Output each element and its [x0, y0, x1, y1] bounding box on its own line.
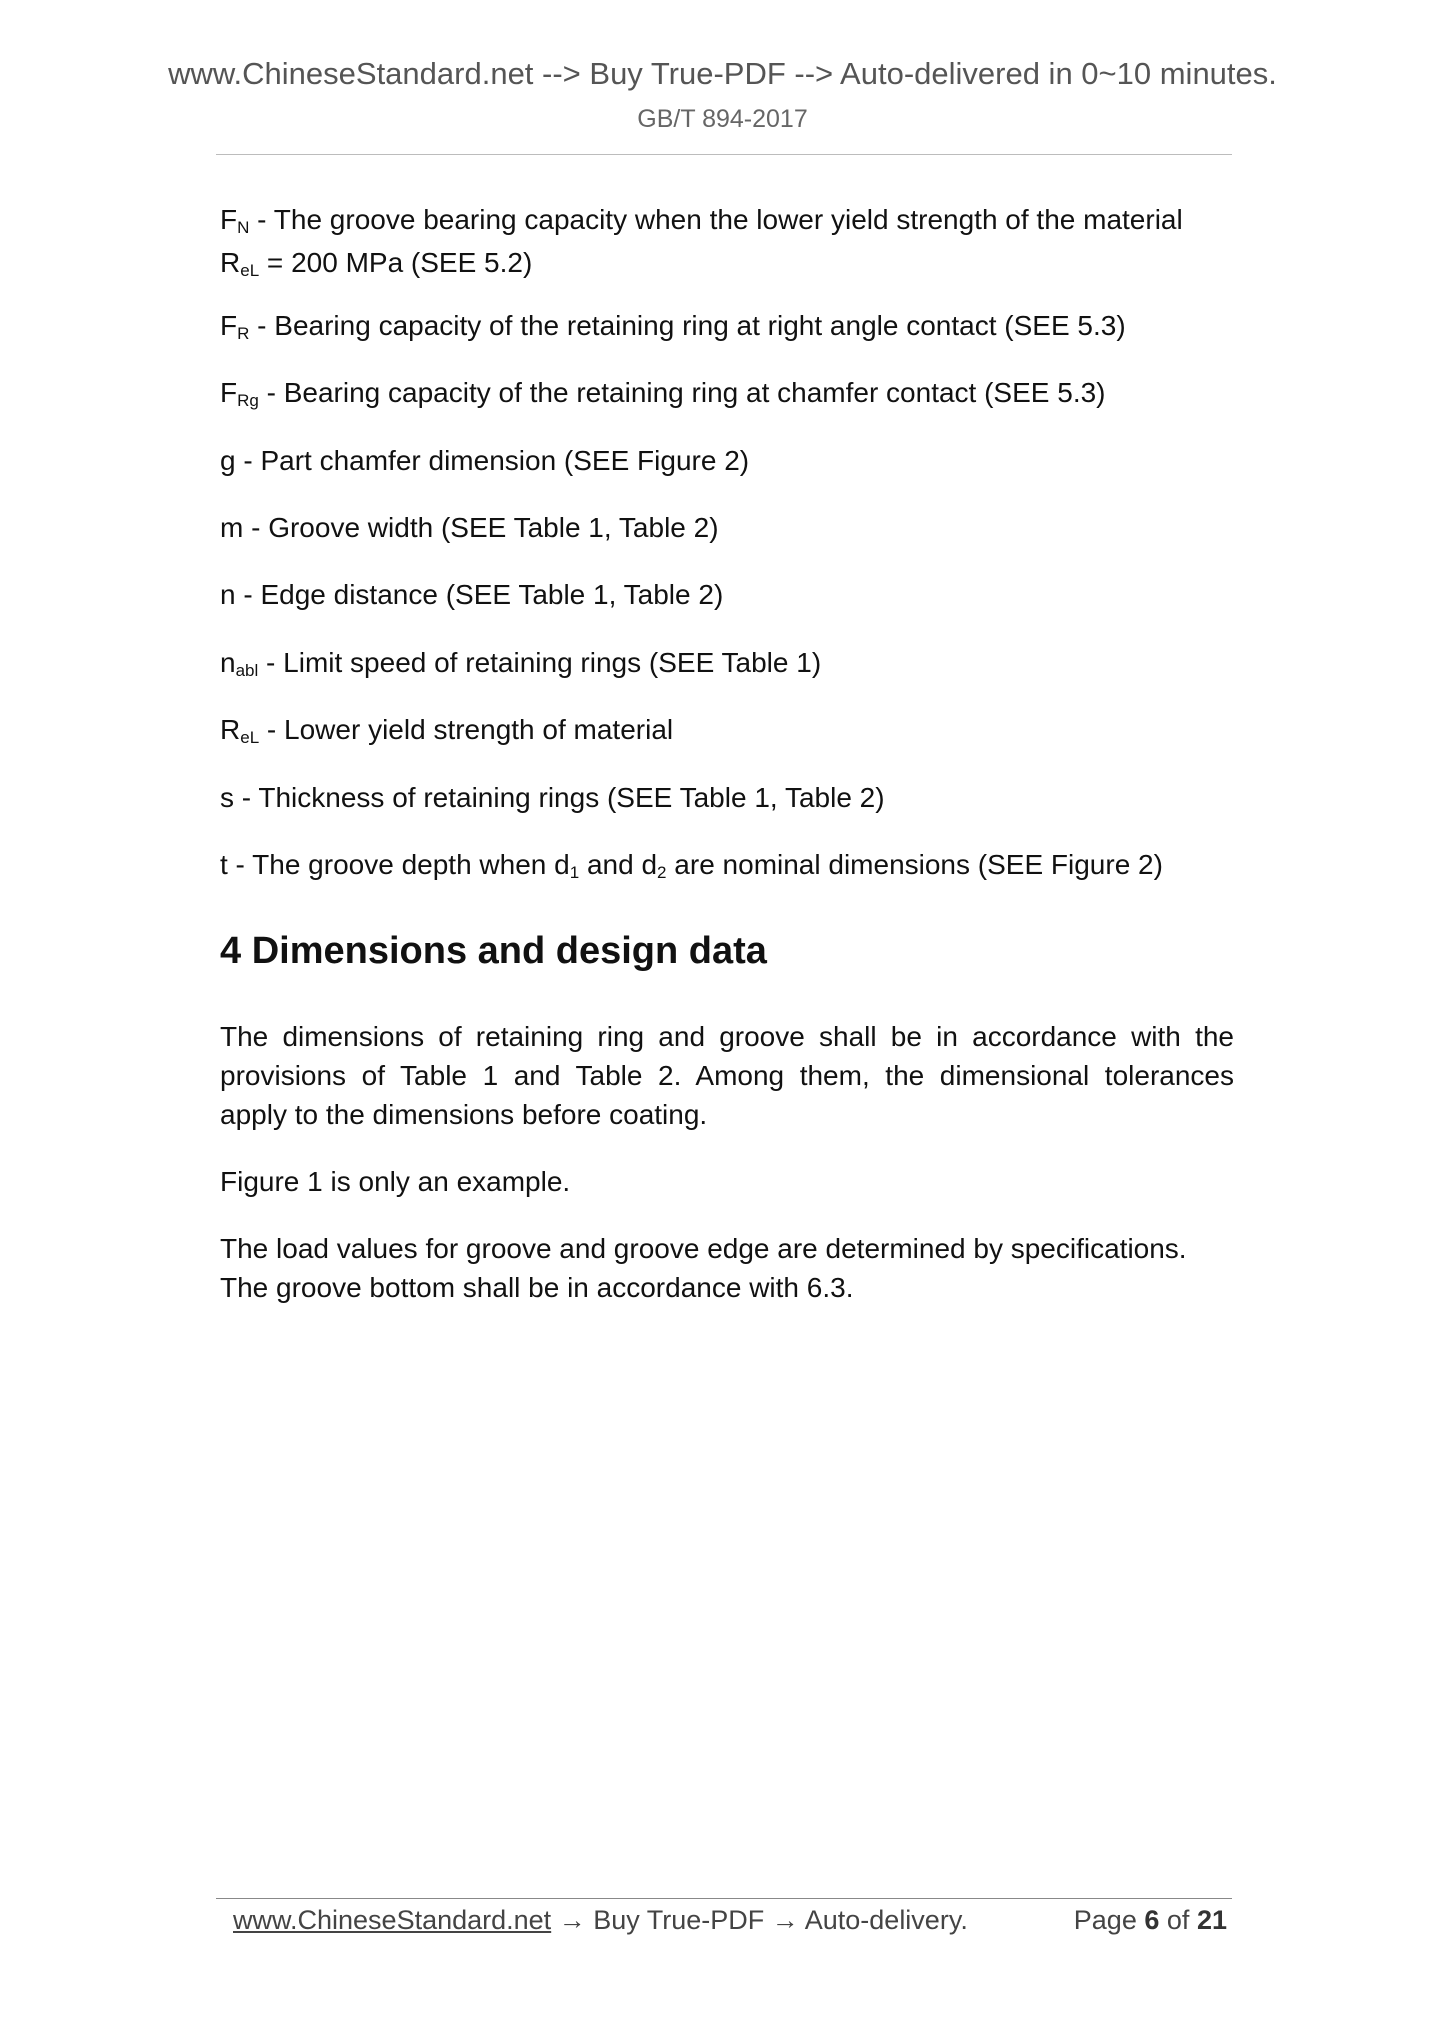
footer-divider	[216, 1898, 1232, 1899]
symbol-definition-s: s - Thickness of retaining rings (SEE Table 1, Table 2)	[220, 782, 885, 813]
symbol-definition-fn: $F_N$ - The groove bearing capacity when the lower yield strength of the material $R_{eL} = 200$ MPa (SEE 5.2)	[220, 204, 1183, 280]
symbol-definition-fr: $F_R$ - Bearing capacity of the retaining ring at right angle contact (SEE 5.3)	[220, 310, 1126, 343]
symbol-definition-rel: $R_{eL}$ - Lower yield strength of material	[220, 714, 674, 747]
symbol-definition-g: g - Part chamfer dimension (SEE Figure 2)	[220, 445, 750, 476]
footer-site-link[interactable]: www.ChineseStandard.net	[233, 1905, 552, 1935]
symbol-definition-m: m - Groove width (SEE Table 1, Table 2)	[220, 512, 719, 543]
symbol-definition-nabl: $n_{abl}$ - Limit speed of retaining rings (SEE Table 1)	[220, 647, 822, 680]
footer-tagline: → Buy True-PDF → Auto-delivery.	[551, 1905, 968, 1935]
header-banner: www.ChineseStandard.net --> Buy True-PDF --> Auto-delivered in 0~10 minutes.	[168, 56, 1277, 91]
symbol-definition-t: t - The groove depth when $d_1$ and $d_2$ are nominal dimensions (SEE Figure 2)	[220, 849, 1163, 882]
section-heading: 4 Dimensions and design data	[220, 930, 767, 972]
page-footer	[233, 1900, 1227, 1940]
symbol-definition-frg: $F_{Rg}$ - Bearing capacity of the retaining ring at chamfer contact (SEE 5.3)	[220, 377, 1106, 410]
page-number: Page 6 of 21	[1073, 1905, 1227, 1935]
header-divider	[216, 154, 1232, 155]
section-paragraph-figure-note: Figure 1 is only an example.	[220, 1166, 571, 1197]
document-code: GB/T 894-2017	[637, 105, 808, 133]
section-paragraph-dimensions: The dimensions of retaining ring and groove shall be in accordance with the provisions of Table 1 and Table 2. Among them, the dimensional tolerances apply to the dimensions before coating.	[220, 1021, 1234, 1130]
symbol-definition-n: n - Edge distance (SEE Table 1, Table 2)	[220, 579, 724, 610]
section-paragraph-load-values: The load values for groove and groove edge are determined by specifications. The groove bottom shall be in accordance with 6.3.	[220, 1233, 1187, 1303]
